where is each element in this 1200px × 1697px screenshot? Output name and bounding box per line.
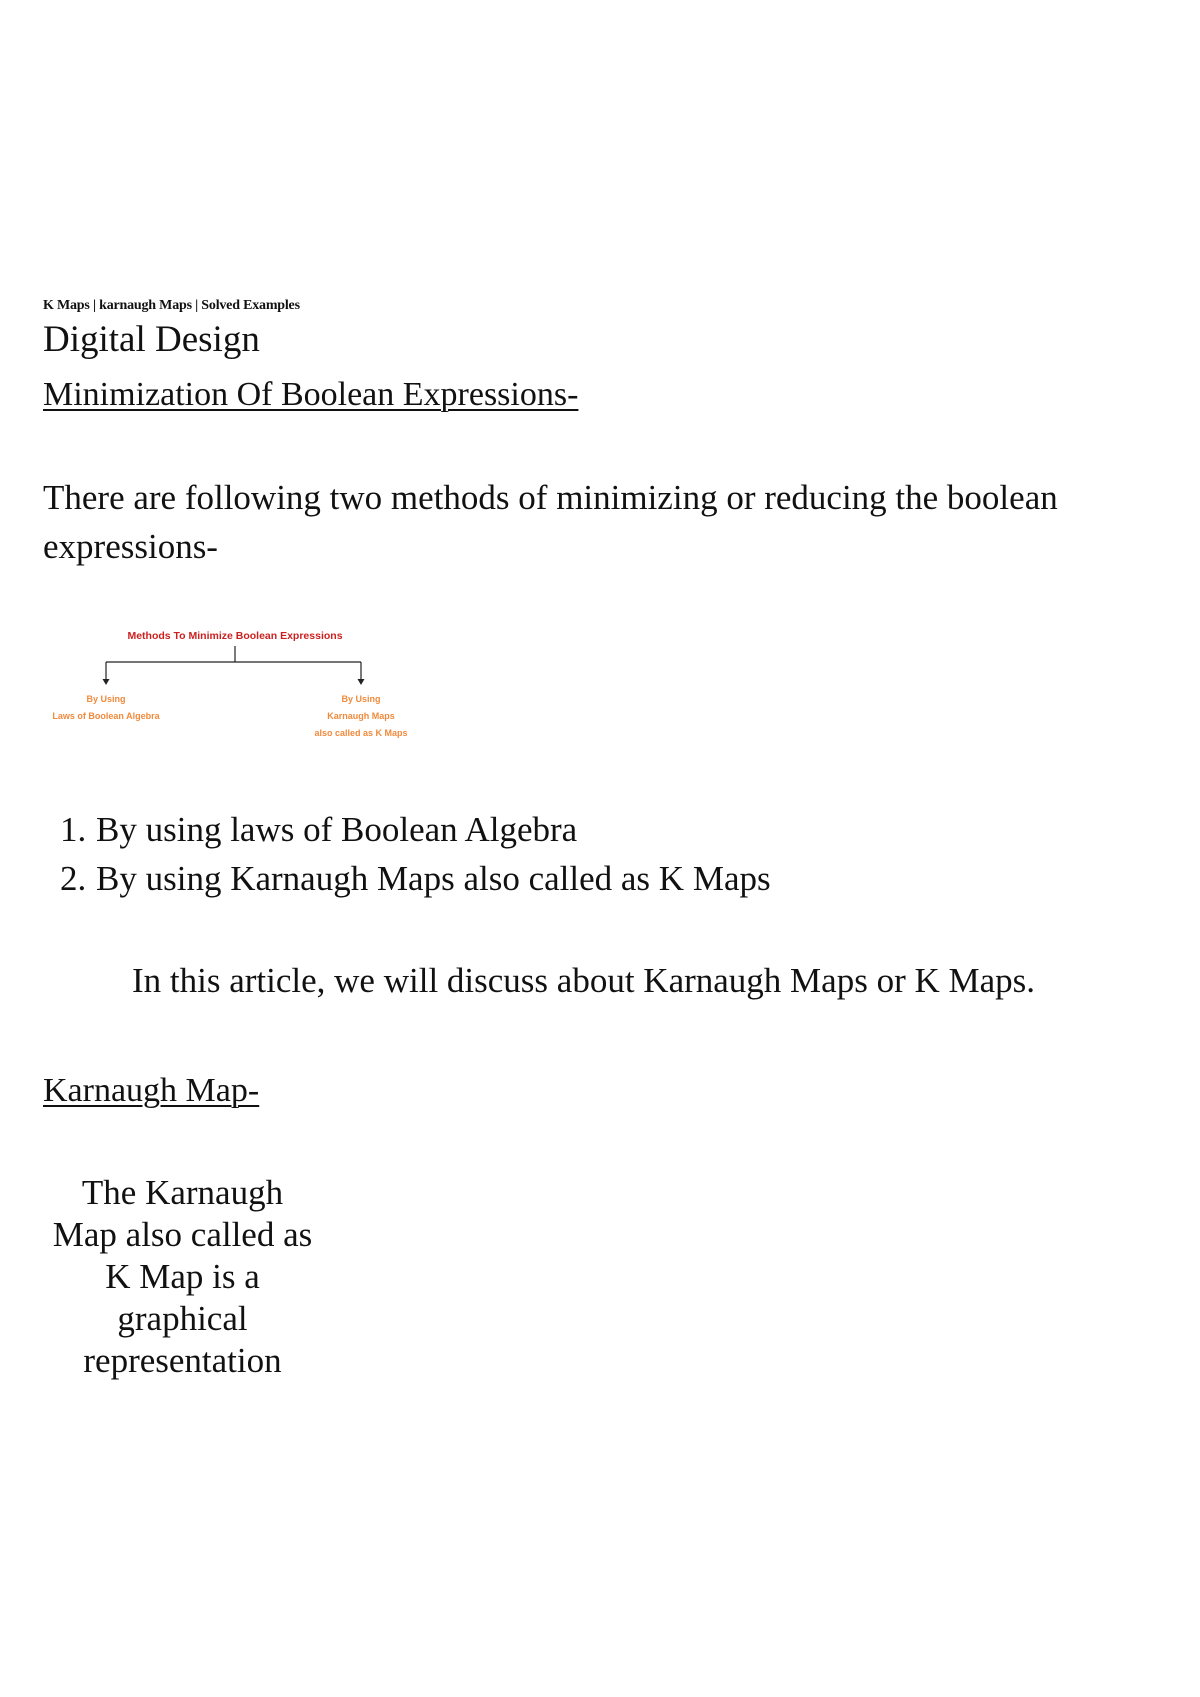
- kmap-definition-line: The Karnaugh: [81, 1173, 284, 1212]
- list-number: 1.: [60, 810, 87, 849]
- kmap-definition-line: Map also called as: [52, 1215, 313, 1254]
- site-title: K Maps | karnaugh Maps | Solved Examples: [43, 298, 300, 313]
- diagram-right-arrow-head: [358, 679, 365, 685]
- methods-diagram: [40, 622, 430, 742]
- list-item: [60, 854, 771, 903]
- diagram-right-line2: Karnaugh Maps: [327, 711, 395, 721]
- section-title: Digital Design: [43, 319, 260, 360]
- list-item: [60, 805, 771, 854]
- diagram-title: Methods To Minimize Boolean Expressions: [127, 630, 343, 642]
- article-note: In this article, we will discuss about Karnaugh Maps or K Maps.: [132, 961, 1036, 1000]
- list-text: By using Karnaugh Maps also called as K Maps: [96, 859, 771, 898]
- list-text: By using laws of Boolean Algebra: [96, 810, 578, 849]
- diagram-left-line2: Laws of Boolean Algebra: [52, 711, 160, 721]
- methods-list: [60, 805, 771, 903]
- kmap-definition: [40, 1172, 325, 1382]
- kmap-definition-line: representation: [83, 1341, 282, 1380]
- heading-minimization: Minimization Of Boolean Expressions-: [43, 376, 579, 413]
- list-number: 2.: [60, 859, 87, 898]
- kmap-definition-line: K Map is a: [105, 1257, 260, 1296]
- diagram-right-line3: also called as K Maps: [314, 728, 408, 738]
- heading-karnaugh-map: Karnaugh Map-: [43, 1072, 260, 1109]
- diagram-left-line1: By Using: [86, 694, 126, 704]
- diagram-left-arrow-head: [103, 679, 110, 685]
- intro-paragraph: There are following two methods of minimizing or reducing the boolean expressions-: [43, 478, 1058, 566]
- diagram-right-line1: By Using: [341, 694, 381, 704]
- kmap-definition-line: graphical: [117, 1299, 248, 1338]
